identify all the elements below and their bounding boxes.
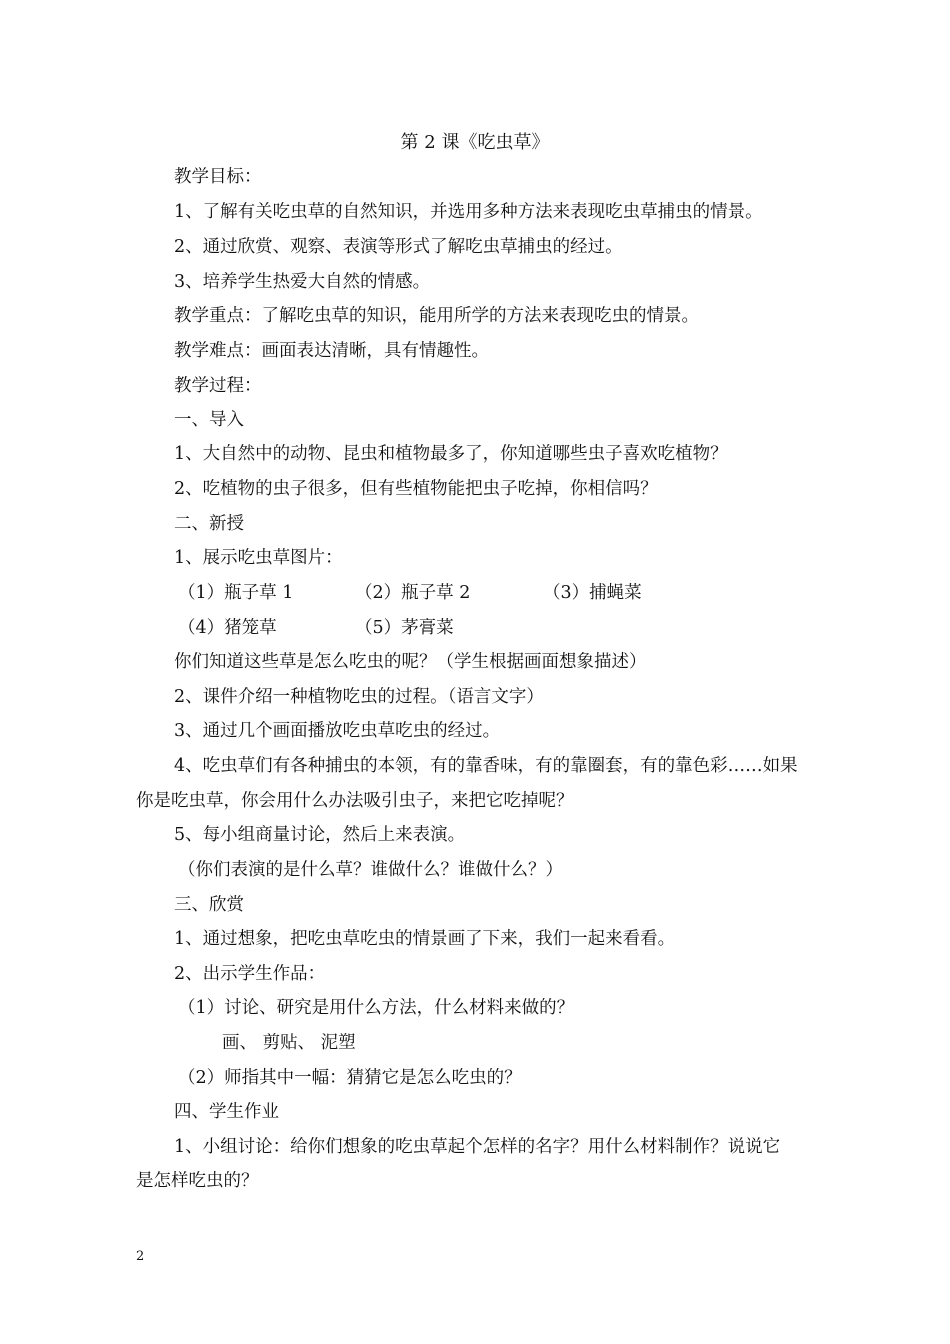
paragraph-line: 2、吃植物的虫子很多，但有些植物能把虫子吃掉，你相信吗？ bbox=[174, 479, 658, 499]
section-heading: 教学过程： bbox=[174, 376, 262, 396]
lesson-title: 第 2 课《吃虫草》 bbox=[400, 132, 550, 153]
paragraph-line: 画、 剪贴、 泥塑 bbox=[222, 1033, 356, 1053]
paragraph-line: 1、展示吃虫草图片： bbox=[174, 548, 343, 568]
list-item: （3）捕蝇菜 bbox=[543, 583, 642, 603]
paragraph-line: 4、吃虫草们有各种捕虫的本领，有的靠香味，有的靠圈套，有的靠色彩……如果 bbox=[174, 756, 798, 776]
paragraph-line: 教学重点：了解吃虫草的知识，能用所学的方法来表现吃虫的情景。 bbox=[174, 306, 699, 326]
paragraph-line: 3、通过几个画面播放吃虫草吃虫的经过。 bbox=[174, 721, 501, 741]
section-heading: 一、导入 bbox=[174, 410, 244, 430]
paragraph-line: 1、通过想象，把吃虫草吃虫的情景画了下来，我们一起来看看。 bbox=[174, 929, 676, 949]
paragraph-line: 5、每小组商量讨论，然后上来表演。 bbox=[174, 825, 466, 845]
page-number: 2 bbox=[136, 1249, 145, 1264]
paragraph-line: 2、通过欣赏、观察、表演等形式了解吃虫草捕虫的经过。 bbox=[174, 237, 623, 257]
list-item: （2）瓶子草 2 bbox=[355, 583, 471, 603]
paragraph-line: 2、课件介绍一种植物吃虫的过程。（语言文字） bbox=[174, 687, 544, 707]
section-heading: 二、新授 bbox=[174, 514, 244, 534]
paragraph-line: 是怎样吃虫的？ bbox=[136, 1171, 259, 1191]
list-item: （1）瓶子草 1 bbox=[178, 583, 294, 603]
paragraph-line: 2、出示学生作品： bbox=[174, 964, 326, 984]
list-item: （4）猪笼草 bbox=[178, 618, 277, 638]
paragraph-line: 1、了解有关吃虫草的自然知识，并选用多种方法来表现吃虫草捕虫的情景。 bbox=[174, 202, 763, 222]
section-heading: 四、学生作业 bbox=[174, 1102, 279, 1122]
section-heading: 教学目标： bbox=[174, 167, 262, 187]
section-heading: 三、欣赏 bbox=[174, 895, 244, 915]
paragraph-line: 3、培养学生热爱大自然的情感。 bbox=[174, 272, 431, 292]
paragraph-line: 1、小组讨论：给你们想象的吃虫草起个怎样的名字？用什么材料制作？说说它 bbox=[174, 1137, 781, 1157]
paragraph-line: （1）讨论、研究是用什么方法，什么材料来做的？ bbox=[178, 998, 575, 1018]
paragraph-line: 你是吃虫草，你会用什么办法吸引虫子，来把它吃掉呢？ bbox=[136, 791, 574, 811]
paragraph-line: 1、大自然中的动物、昆虫和植物最多了，你知道哪些虫子喜欢吃植物？ bbox=[174, 444, 728, 464]
paragraph-line: 教学难点：画面表达清晰，具有情趣性。 bbox=[174, 341, 489, 361]
paragraph-line: （2）师指其中一幅：猜猜它是怎么吃虫的？ bbox=[178, 1068, 522, 1088]
list-item: （5）茅膏菜 bbox=[355, 618, 454, 638]
paragraph-line: 你们知道这些草是怎么吃虫的呢？（学生根据画面想象描述） bbox=[174, 652, 647, 672]
paragraph-line: （你们表演的是什么草？谁做什么？谁做什么？） bbox=[178, 860, 563, 880]
